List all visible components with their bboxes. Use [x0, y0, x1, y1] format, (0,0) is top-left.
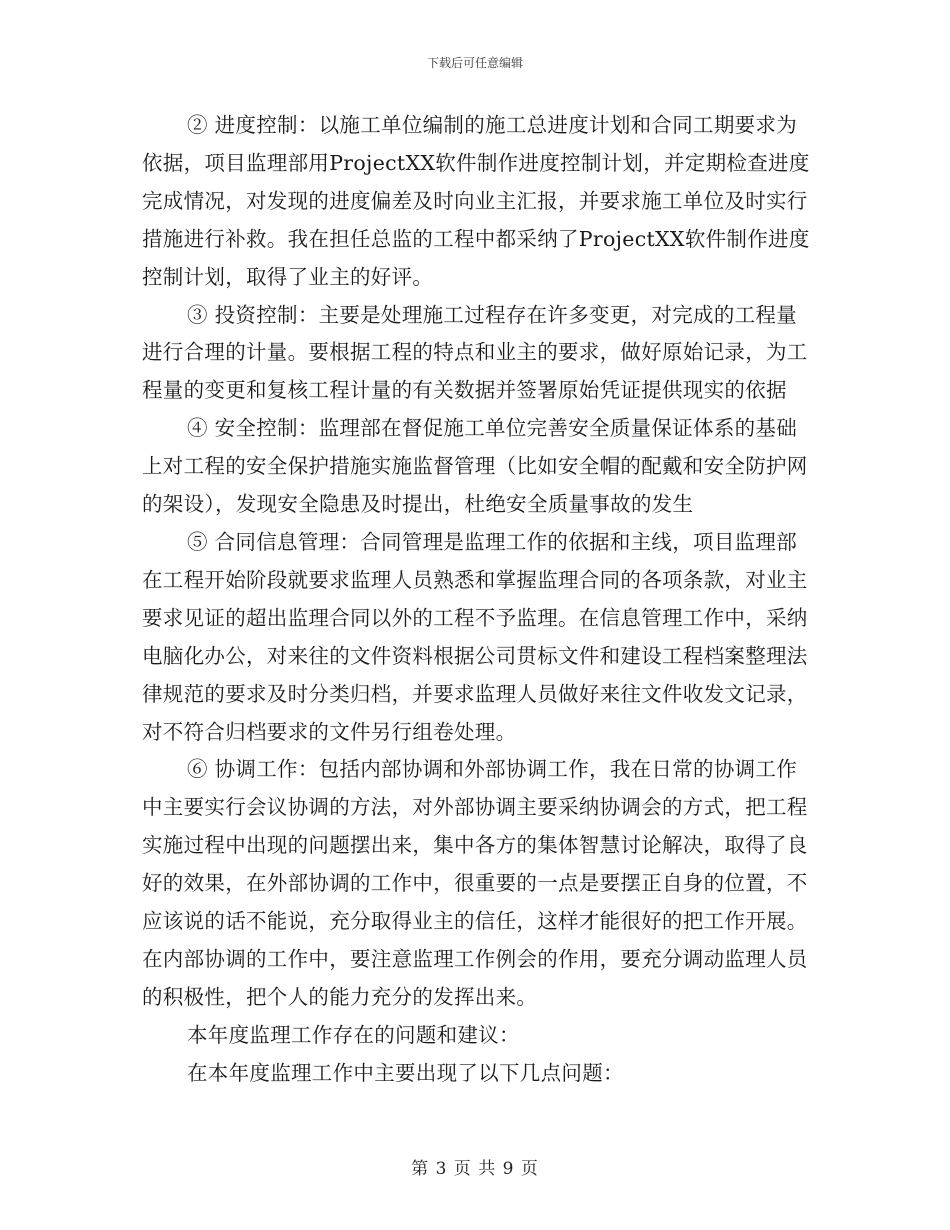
paragraph-issues-heading: 本年度监理工作存在的问题和建议：	[187, 1022, 520, 1047]
paragraph-investment-control: ③ 投资控制：主要是处理施工过程存在许多变更，对完成的工程量进行合理的计量。要根据工程的特点和业主的要求，做好原始记录，为工程量的变更和复核工程计量的有关数据并签署原始凭证提供现实的依据	[142, 302, 808, 403]
page-number: 第 3 页 共 9 页	[411, 1159, 539, 1179]
paragraph-schedule-control: ② 进度控制：以施工单位编制的施工总进度计划和合同工期要求为依据，项目监理部用ProjectXX软件制作进度控制计划，并定期检查进度完成情况，对发现的进度偏差及时向业主汇报，并要求施工单位及时实行措施进行补救。我在担任总监的工程中都采纳了ProjectXX软件制作进度控制计划，取得了业主的好评。	[142, 113, 810, 289]
paragraph-issues-intro: 在本年度监理工作中主要出现了以下几点问题：	[187, 1060, 624, 1085]
paragraph-contract-info-management: ⑤ 合同信息管理：合同管理是监理工作的依据和主线，项目监理部在工程开始阶段就要求监理人员熟悉和掌握监理合同的各项条款，对业主要求见证的超出监理合同以外的工程不予监理。在信息管理工作中，采纳电脑化办公，对来往的文件资料根据公司贯标文件和建设工程档案整理法律规范的要求及时分类归档，并要求监理人员做好来往文件收发文记录，对不符合归档要求的文件另行组卷处理。	[142, 529, 808, 744]
document-body	[142, 107, 810, 1093]
paragraph-coordination: ⑥ 协调工作：包括内部协调和外部协调工作，我在日常的协调工作中主要实行会议协调的方法，对外部协调主要采纳协调会的方式，把工程实施过程中出现的问题摆出来，集中各方的集体智慧讨论解决，取得了良好的效果，在外部协调的工作中，很重要的一点是要摆正自身的位置，不应该说的话不能说，充分取得业主的信任，这样才能很好的把工作开展。在内部协调的工作中，要注意监理工作例会的作用，要充分调动监理人员的积极性，把个人的能力充分的发挥出来。	[142, 757, 808, 1009]
paragraph-safety-control: ④ 安全控制：监理部在督促施工单位完善安全质量保证体系的基础上对工程的安全保护措施实施监督管理（比如安全帽的配戴和安全防护网的架设），发现安全隐患及时提出，杜绝安全质量事故的发生	[142, 416, 808, 517]
page-header-note: 下载后可任意编辑	[426, 56, 523, 70]
